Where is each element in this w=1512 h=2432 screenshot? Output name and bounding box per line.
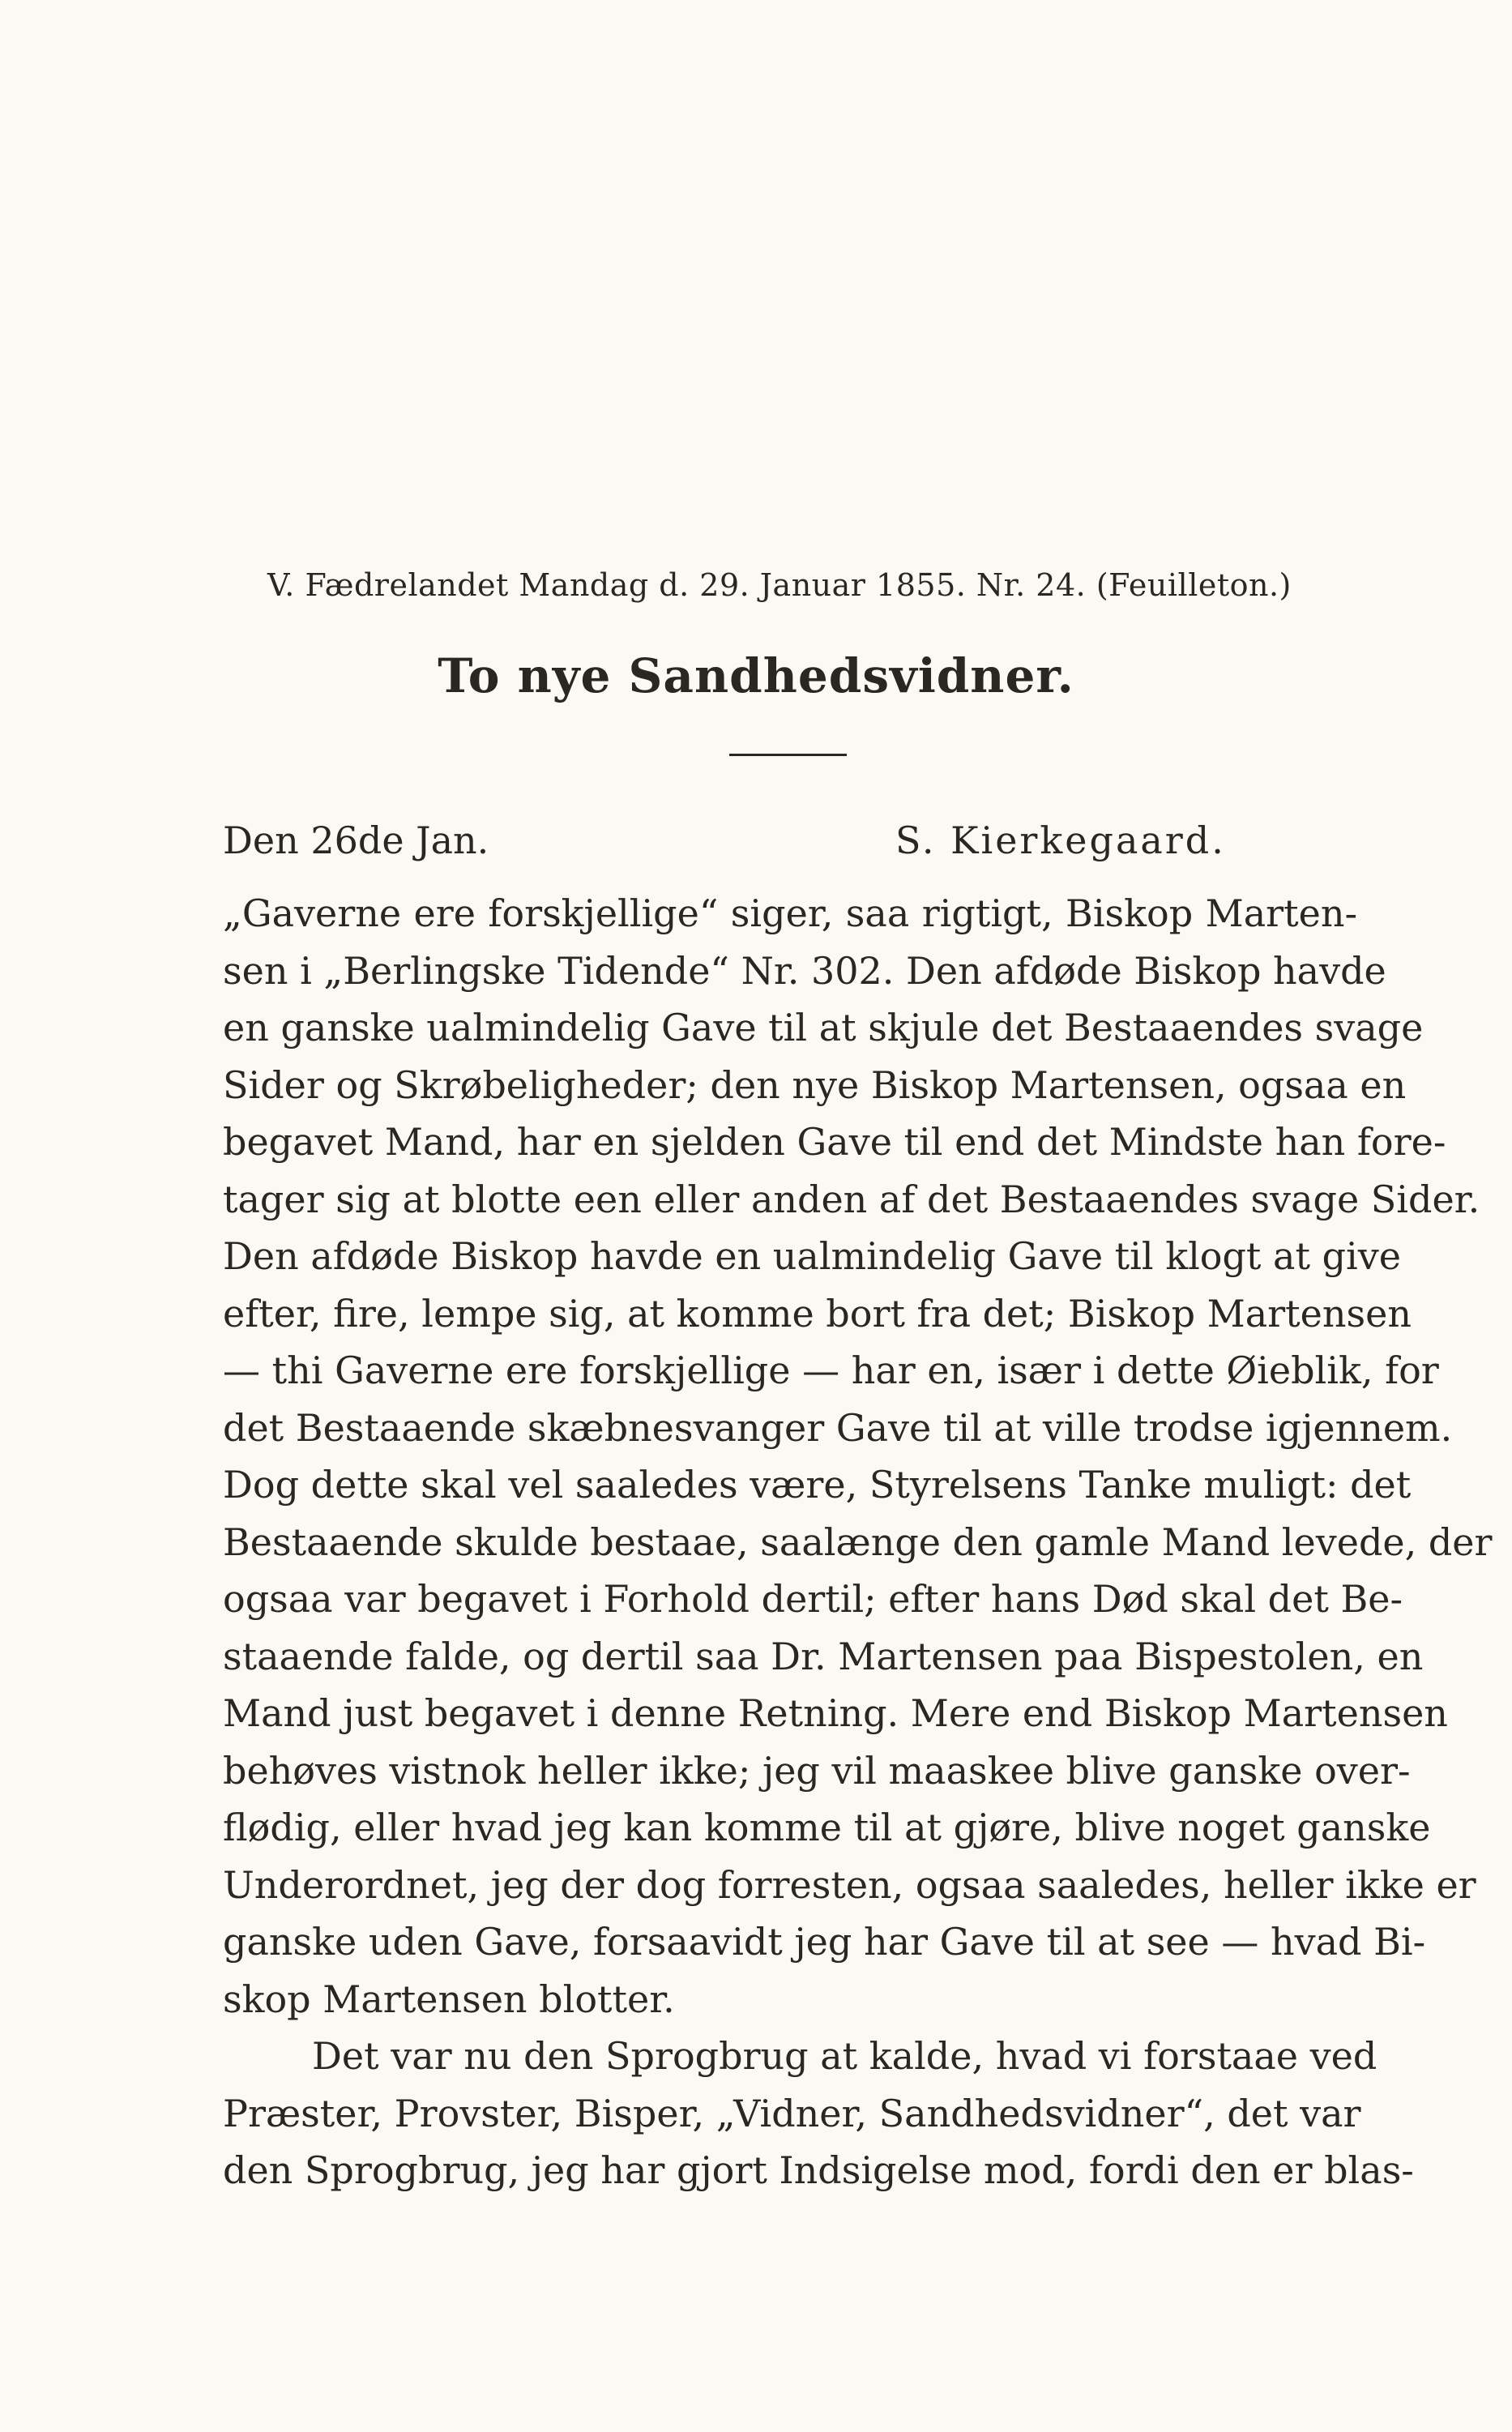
text-line: efter, fire, lempe sig, at komme bort fra det; Biskop Martensen [223, 1291, 1412, 1336]
text-line: skop Martensen blotter. [223, 1977, 675, 2021]
article-title: To nye Sandhedsvidner. [438, 648, 1074, 703]
author-signature: S. Kierkegaard. [895, 819, 1226, 862]
text-line: flødig, eller hvad jeg kan komme til at gjøre, blive noget ganske [223, 1806, 1431, 1849]
dateline: Den 26de Jan. [223, 819, 489, 862]
text-line: Dog dette skal vel saaledes være, Styrelsens Tanke muligt: det [223, 1463, 1412, 1507]
text-line: ganske uden Gave, forsaavidt jeg har Gave til at see — hvad Bi- [223, 1920, 1426, 1964]
text-line: Det var nu den Sprogbrug at kalde, hvad vi forstaae ved [312, 2034, 1377, 2078]
text-line: Sider og Skrøbeligheder; den nye Biskop Martensen, ogsaa en [223, 1062, 1407, 1107]
text-line: den Sprogbrug, jeg har gjort Indsigelse mod, fordi den er blas- [223, 2148, 1414, 2192]
text-line: behøves vistnok heller ikke; jeg vil maaskee blive ganske over- [223, 1748, 1411, 1793]
text-line: Underordnet, jeg der dog forresten, ogsaa saaledes, heller ikke er [223, 1862, 1476, 1907]
source-header: V. Fædrelandet Mandag d. 29. Januar 1855. Nr. 24. (Feuilleton.) [267, 567, 1292, 603]
text-line: begavet Mand, har en sjelden Gave til end det Mindste han fore- [223, 1120, 1446, 1164]
text-line: Præster, Provster, Bisper, „Vidner, Sandhedsvidner“, det var [223, 2091, 1361, 2135]
title-rule [729, 754, 847, 756]
article-body [223, 885, 1493, 2199]
text-line: det Bestaaende skæbnesvanger Gave til at ville trodse igjennem. [223, 1405, 1453, 1450]
text-line: ogsaa var begavet i Forhold dertil; efter hans Død skal det Be- [223, 1577, 1403, 1621]
text-line: „Gaverne ere forskjellige“ siger, saa rigtigt, Biskop Marten- [223, 891, 1357, 935]
text-line: Mand just begavet i denne Retning. Mere end Biskop Martensen [223, 1691, 1448, 1735]
text-line: en ganske ualmindelig Gave til at skjule det Bestaaendes svage [223, 1006, 1424, 1049]
text-line: — thi Gaverne ere forskjellige — har en, især i dette Øieblik, for [223, 1348, 1439, 1392]
text-line: tager sig at blotte een eller anden af det Bestaaendes svage Sider. [223, 1177, 1480, 1221]
text-line: sen i „Berlingske Tidende“ Nr. 302. Den afdøde Biskop havde [223, 948, 1386, 993]
text-line: Den afdøde Biskop havde en ualmindelig Gave til klogt at give [223, 1234, 1401, 1278]
text-line: staaende falde, og dertil saa Dr. Martensen paa Bispestolen, en [223, 1634, 1424, 1678]
text-line: Bestaaende skulde bestaae, saalænge den gamle Mand levede, der [223, 1519, 1493, 1564]
